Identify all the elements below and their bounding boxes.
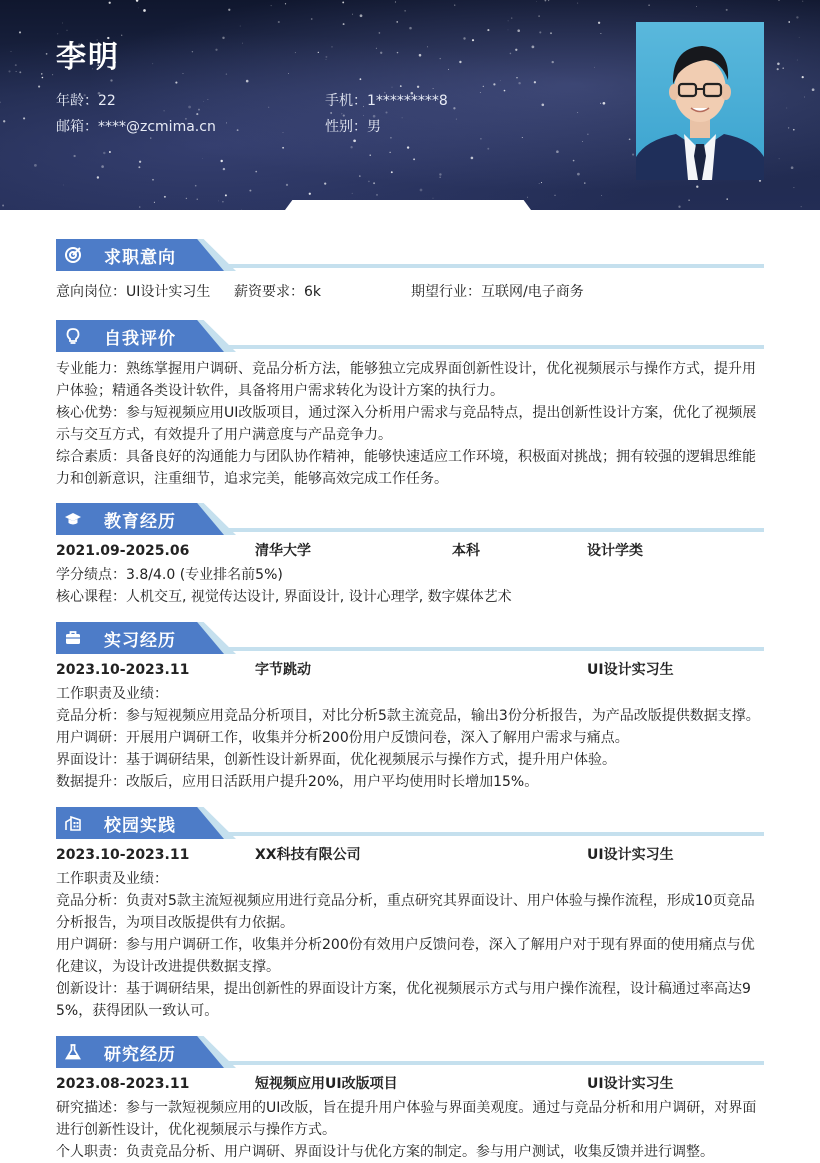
- star: [688, 200, 689, 201]
- star: [600, 103, 601, 104]
- star: [788, 21, 790, 23]
- star: [198, 109, 200, 111]
- briefcase-icon: [64, 629, 82, 647]
- star: [801, 206, 802, 207]
- star: [341, 113, 342, 114]
- star: [220, 160, 222, 162]
- star: [226, 73, 227, 74]
- star: [101, 165, 104, 168]
- star: [331, 46, 332, 47]
- campus-role: UI设计实习生: [587, 847, 674, 863]
- star: [109, 151, 111, 153]
- star: [139, 161, 141, 163]
- star: [218, 201, 219, 202]
- star: [324, 183, 326, 185]
- star: [396, 21, 398, 23]
- star: [493, 83, 495, 85]
- star: [38, 86, 40, 88]
- star: [433, 198, 434, 199]
- star: [797, 60, 798, 61]
- star: [600, 33, 601, 34]
- star: [508, 21, 509, 22]
- star: [182, 73, 183, 74]
- research-period: 2023.08-2023.11: [56, 1076, 190, 1092]
- star: [63, 185, 64, 186]
- internship-role: UI设计实习生: [587, 662, 674, 678]
- star: [527, 197, 528, 198]
- star: [286, 184, 288, 186]
- star: [138, 166, 140, 168]
- star: [538, 15, 540, 17]
- flask-icon: [64, 1043, 82, 1061]
- education-school: 清华大学: [255, 543, 311, 559]
- star: [802, 1, 803, 2]
- star: [136, 0, 138, 2]
- gender-field: 性别：男: [325, 119, 381, 135]
- star: [23, 117, 25, 119]
- section-header-campus: [56, 807, 764, 839]
- star: [143, 9, 146, 12]
- section-header-job-intent: [56, 239, 764, 271]
- star: [471, 157, 474, 160]
- star: [793, 187, 794, 188]
- campus-period: 2023.10-2023.11: [56, 847, 190, 863]
- star: [594, 67, 595, 68]
- star: [550, 32, 552, 34]
- star: [34, 164, 37, 167]
- star: [480, 138, 482, 140]
- star: [487, 148, 489, 150]
- building-icon: [64, 814, 82, 832]
- star: [164, 196, 166, 198]
- star: [385, 111, 387, 113]
- star: [295, 52, 296, 53]
- star: [343, 23, 345, 25]
- star: [11, 51, 12, 52]
- star: [678, 206, 680, 208]
- star: [192, 51, 193, 52]
- star: [577, 3, 578, 4]
- intent-industry: 期望行业：互联网/电子商务: [411, 284, 584, 300]
- star: [483, 86, 484, 87]
- star: [195, 185, 197, 187]
- star: [433, 88, 434, 89]
- star: [726, 9, 728, 11]
- star: [152, 179, 154, 181]
- star: [440, 177, 441, 178]
- star: [16, 71, 17, 72]
- star: [517, 29, 520, 32]
- star: [52, 74, 53, 75]
- star: [46, 53, 48, 55]
- star: [41, 73, 42, 74]
- self-eval-text: 专业能力：熟练掌握用户调研、竞品分析方法，能够独立完成界面创新性设计，优化视频展示与操作方式，提升用 户体验；精通各类设计软件，具备将用户需求转化为设计方案的执行力。 核心优势：参与短视频应用UI改版项目，通过深入分析用户需求与竞品特点，提出创新性设计方案，优化了视频展 示与交互方式，有效提升了用户满意度与产品竞争力。 综合素质：具备良好的沟通能力与团队协作精神，能够快速适应工作环境，积极面对挑战；拥有较强的逻辑思维能 力和创新意识，注重细节，追求完美，能够高效完成工作任务。: [56, 361, 757, 487]
- star: [463, 37, 465, 39]
- star: [542, 104, 545, 107]
- star: [325, 56, 327, 58]
- star: [472, 39, 474, 41]
- star: [215, 49, 217, 51]
- star: [786, 108, 787, 109]
- star: [788, 127, 789, 128]
- star: [359, 175, 361, 177]
- star: [237, 129, 239, 131]
- star: [598, 22, 600, 24]
- star: [777, 63, 780, 66]
- star: [73, 155, 75, 157]
- star: [395, 2, 396, 3]
- star: [391, 171, 393, 173]
- star: [241, 209, 242, 210]
- star: [97, 176, 99, 178]
- star: [255, 171, 257, 173]
- star: [228, 9, 230, 11]
- star: [282, 147, 284, 149]
- star: [360, 14, 363, 17]
- star: [196, 113, 198, 115]
- star: [508, 30, 509, 31]
- star: [402, 117, 403, 118]
- star: [121, 35, 122, 36]
- star: [782, 67, 784, 69]
- star: [368, 181, 370, 183]
- internship-period: 2023.10-2023.11: [56, 662, 190, 678]
- profile-photo: [636, 22, 764, 180]
- star: [552, 61, 554, 63]
- star: [791, 166, 794, 169]
- star: [577, 112, 578, 113]
- section-header-internship: [56, 622, 764, 654]
- star: [397, 52, 398, 53]
- star: [577, 173, 580, 176]
- star: [326, 59, 327, 60]
- star: [373, 182, 375, 184]
- intent-position: 意向岗位：UI设计实习生: [56, 284, 211, 300]
- star: [587, 134, 588, 135]
- star: [350, 146, 352, 148]
- star: [582, 141, 583, 142]
- star: [208, 99, 209, 100]
- star: [392, 87, 393, 88]
- star: [278, 21, 280, 23]
- star: [409, 27, 412, 30]
- internship-details: 工作职责及业绩： 竞品分析：参与短视频应用竞品分析项目，对比分析5款主流竞品，输出3份分析报告，为产品改版提供数据支撑。 用户调研：开展用户调研工作，收集并分析200份用户反馈问卷，深入了解用户需求与痛点。 界面设计：基于调研结果，创新性设计新界面，优化视频展示与操作方式，提升用户体验。 数据提升：改版后，应用日活跃用户提升20%，用户平均使用时长增加15%。: [56, 686, 760, 790]
- research-details: 研究描述：参与一款短视频应用的UI改版，旨在提升用户体验与界面美观度。通过与竞品分析和用户调研，对界面 进行创新性设计，优化视频展示与操作方式。 个人职责：负责竞品分析、用户调研、界面设计与优化方案的制定。参与用户测试，收集反馈并进行调整。: [56, 1100, 757, 1160]
- star: [197, 199, 198, 200]
- education-details: 学分绩点：3.8/4.0 (专业排名前5%) 核心课程：人机交互, 视觉传达设计, 界面设计, 设计心理学, 数字媒体艺术: [56, 567, 512, 605]
- star: [802, 76, 804, 78]
- star: [202, 158, 203, 159]
- star: [268, 107, 269, 108]
- star: [799, 37, 800, 38]
- star: [453, 107, 455, 109]
- section-header-education: [56, 503, 764, 535]
- star: [390, 152, 391, 153]
- star: [726, 198, 727, 199]
- section-header-self-eval: [56, 320, 764, 352]
- star: [812, 88, 815, 91]
- star: [413, 158, 415, 160]
- star: [480, 92, 481, 93]
- star: [777, 68, 779, 70]
- star: [242, 43, 243, 44]
- star: [584, 182, 585, 183]
- star: [223, 168, 225, 170]
- star: [380, 52, 382, 54]
- star: [283, 132, 284, 133]
- star: [515, 49, 517, 51]
- star: [518, 82, 520, 84]
- education-degree: 本科: [452, 543, 480, 559]
- star: [342, 1, 344, 3]
- graduation-cap-icon: [64, 510, 82, 528]
- star: [548, 0, 549, 1]
- education-major: 设计学类: [587, 543, 643, 559]
- star: [3, 120, 5, 122]
- star: [632, 154, 634, 156]
- star: [793, 129, 795, 131]
- star: [330, 112, 331, 113]
- star: [545, 0, 547, 1]
- star: [163, 110, 164, 111]
- star: [67, 30, 68, 31]
- star: [522, 137, 523, 138]
- star: [225, 194, 227, 196]
- section-title: 实习经历: [104, 631, 176, 651]
- star: [804, 97, 805, 98]
- star: [15, 64, 17, 66]
- star: [288, 73, 289, 74]
- star: [8, 70, 10, 72]
- star: [103, 152, 105, 154]
- star: [419, 54, 422, 57]
- star: [376, 194, 378, 196]
- section-title: 研究经历: [104, 1045, 176, 1065]
- target-icon: [64, 246, 82, 264]
- intent-salary: 薪资要求：6k: [234, 284, 322, 300]
- star: [456, 119, 457, 120]
- candidate-name: 李明: [56, 40, 120, 75]
- campus-company: XX科技有限公司: [255, 847, 361, 863]
- star: [271, 5, 272, 6]
- star: [138, 8, 139, 9]
- star: [487, 29, 489, 31]
- star: [139, 206, 141, 208]
- star: [417, 86, 419, 88]
- star: [188, 106, 191, 109]
- star: [532, 46, 535, 49]
- star: [110, 79, 112, 81]
- star: [19, 31, 21, 33]
- section-title: 求职意向: [104, 248, 176, 268]
- star: [240, 26, 241, 27]
- star: [352, 193, 353, 194]
- star: [510, 53, 512, 55]
- star: [150, 138, 151, 139]
- research-project: 短视频应用UI改版项目: [255, 1076, 398, 1092]
- star: [696, 6, 697, 7]
- header-banner: [0, 0, 820, 210]
- star: [246, 80, 249, 83]
- star: [427, 46, 428, 47]
- star: [407, 146, 409, 148]
- star: [0, 102, 1, 104]
- star: [175, 82, 177, 84]
- section-header-research: [56, 1036, 764, 1068]
- star: [454, 4, 455, 5]
- header-notch: [285, 200, 531, 210]
- star: [440, 58, 441, 59]
- star: [390, 137, 392, 139]
- section-title: 自我评价: [104, 329, 176, 349]
- star: [379, 32, 381, 34]
- star: [539, 183, 540, 184]
- star: [2, 205, 4, 207]
- email-field: 邮箱：****@zcmima.cn: [56, 119, 216, 135]
- star: [448, 69, 449, 70]
- star: [556, 150, 559, 153]
- star: [42, 77, 44, 79]
- section-title: 校园实践: [104, 816, 176, 836]
- star: [603, 102, 606, 105]
- star: [511, 17, 512, 18]
- star: [226, 122, 227, 123]
- star: [203, 101, 204, 102]
- star: [420, 189, 423, 192]
- star: [222, 37, 224, 39]
- star: [500, 80, 501, 81]
- star: [222, 201, 224, 203]
- star: [601, 195, 602, 196]
- star: [541, 182, 542, 183]
- star: [352, 14, 353, 15]
- star: [796, 16, 798, 18]
- star: [376, 48, 377, 49]
- star: [539, 31, 541, 33]
- star: [439, 173, 441, 175]
- star: [516, 77, 517, 78]
- star: [353, 139, 356, 142]
- star: [360, 78, 362, 80]
- star: [400, 85, 402, 87]
- star: [459, 61, 461, 63]
- research-role: UI设计实习生: [587, 1076, 674, 1092]
- campus-details: 工作职责及业绩： 竞品分析：负责对5款主流短视频应用进行竞品分析，重点研究其界面设计、用户体验与操作流程，形成10页竞品 分析报告，为项目改版提供有力依据。 用户调研：参与用户调研工作，收集并分析200份有效用户反馈问卷，深入了解用户对于现有界面的使用痛点与优 化建议，为设计改进提供数据支撑。 创新设计：基于调研结果，提出创新性的界面设计方案，优化视频展示方式与用户操作流程，设计稿通过率高达9 5%，获得团队一致认可。: [56, 871, 755, 1019]
- star: [536, 1, 537, 2]
- star: [62, 23, 63, 24]
- star: [318, 52, 319, 53]
- star: [696, 186, 698, 188]
- star: [629, 138, 631, 140]
- star: [370, 155, 371, 156]
- star: [648, 4, 650, 6]
- star: [152, 63, 153, 64]
- lightbulb-icon: [64, 327, 82, 345]
- star: [19, 71, 21, 73]
- star: [186, 198, 187, 199]
- star: [309, 193, 311, 195]
- star: [778, 0, 779, 1]
- star: [404, 10, 405, 11]
- star: [779, 158, 780, 159]
- star: [504, 90, 506, 92]
- star: [249, 190, 251, 192]
- star: [285, 3, 286, 4]
- star: [534, 81, 536, 83]
- star: [573, 160, 575, 162]
- star: [311, 18, 313, 20]
- star: [154, 202, 155, 203]
- internship-company: 字节跳动: [255, 662, 311, 678]
- education-period: 2021.09-2025.06: [56, 543, 190, 559]
- star: [555, 195, 556, 196]
- star: [109, 2, 111, 4]
- age-field: 年龄：22: [56, 93, 116, 109]
- section-title: 教育经历: [104, 512, 176, 532]
- phone-field: 手机：1*********8: [325, 93, 448, 109]
